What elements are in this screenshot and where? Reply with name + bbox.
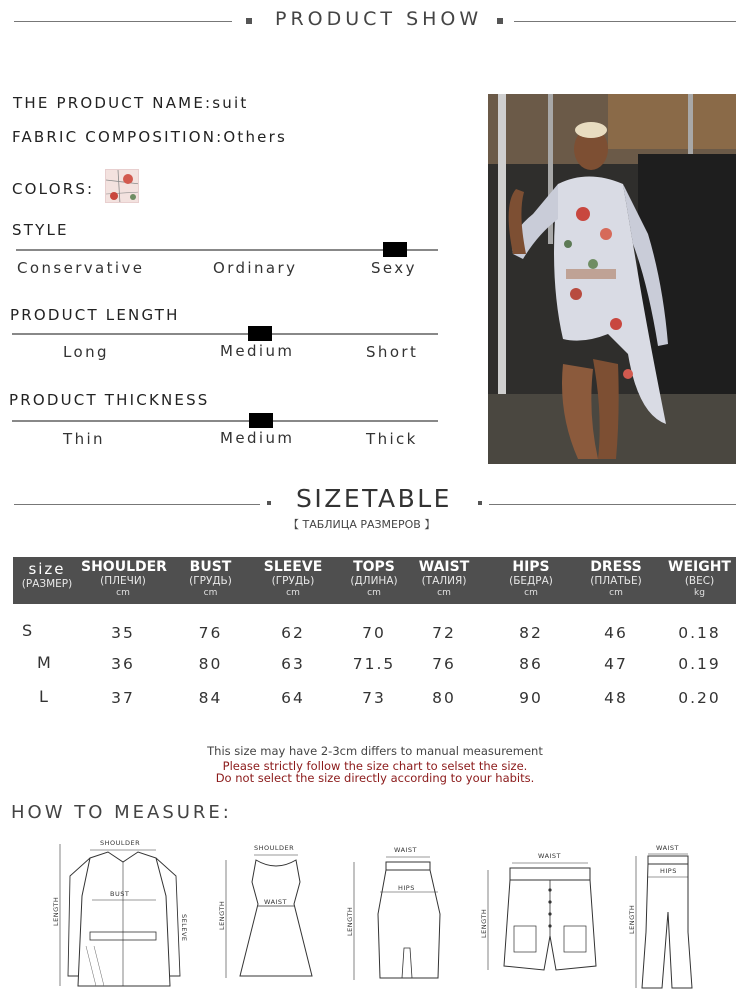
col-size: size (РАЗМЕР) (21, 560, 73, 590)
cell-dress: 47 (604, 655, 628, 673)
cell-shoulder: 35 (111, 624, 135, 642)
floral-pattern-icon (106, 170, 139, 203)
label-length: LENGTH (218, 900, 226, 930)
length-option-short: Short (366, 343, 419, 361)
color-swatch[interactable] (105, 169, 139, 203)
label-length: LENGTH (628, 904, 636, 934)
label-waist: WAIST (538, 852, 562, 860)
col-weight: WEIGHT (ВЕС) kg (668, 559, 731, 598)
sizetable-subtitle: 【 ТАБЛИЦА РАЗМЕРОВ 】 (288, 518, 436, 531)
sizetable-line-left (14, 504, 260, 505)
cell-dress: 46 (604, 624, 628, 642)
style-option-conservative: Conservative (17, 259, 145, 277)
note-habits: Do not select the size directly according to your habits. (215, 771, 535, 785)
sizetable-line-right (489, 504, 736, 505)
length-scale-line (12, 333, 438, 335)
size-table-header (13, 557, 736, 604)
col-tops: TOPS (ДЛИНА) cm (350, 559, 398, 598)
col-bust: BUST (ГРУДЬ) cm (189, 559, 232, 598)
thickness-option-medium: Medium (220, 429, 295, 447)
product-photo (488, 94, 736, 464)
cell-dress: 48 (604, 689, 628, 707)
style-scale-marker (383, 242, 407, 257)
cell-sleeve: 64 (281, 689, 305, 707)
length-option-medium: Medium (220, 342, 295, 360)
cell-sleeve: 62 (281, 624, 305, 642)
style-option-ordinary: Ordinary (213, 259, 298, 277)
label-waist: WAIST (394, 846, 418, 854)
cell-hips: 82 (519, 624, 543, 642)
product-name (13, 94, 248, 112)
label-hips: HIPS (660, 867, 677, 875)
cell-bust: 80 (198, 655, 223, 673)
fabric-composition (12, 128, 287, 146)
cell-bust: 76 (198, 624, 223, 642)
cell-tops: 70 (362, 624, 386, 642)
fabric-label: FABRIC COMPOSITION: (12, 128, 224, 146)
pants-measure-diagram (622, 842, 702, 992)
length-title: PRODUCT LENGTH (10, 306, 180, 324)
cell-bust: 84 (198, 689, 223, 707)
cell-size: L (39, 687, 50, 706)
col-hips: HIPS (БЕДРА) cm (509, 559, 553, 598)
cell-weight: 0.20 (678, 689, 721, 707)
jacket-measure-diagram (48, 836, 198, 994)
colors-label: COLORS: (12, 180, 95, 198)
header-dot-right (497, 18, 503, 24)
header-dot-left (246, 18, 252, 24)
how-to-measure-title: HOW TO MEASURE: (11, 802, 232, 823)
cell-hips: 90 (519, 689, 543, 707)
col-waist: WAIST (ТАЛИЯ) cm (418, 559, 470, 598)
length-scale-marker (248, 326, 272, 341)
label-waist: WAIST (656, 844, 680, 852)
thickness-title: PRODUCT THICKNESS (9, 391, 210, 409)
label-waist: WAIST (264, 898, 288, 906)
cell-shoulder: 37 (111, 689, 135, 707)
label-hips: HIPS (398, 884, 415, 892)
col-dress: DRESS (ПЛАТЬЕ) cm (590, 559, 642, 598)
note-follow-chart: Please strictly follow the size chart to selset the size. (222, 759, 528, 773)
cell-weight: 0.19 (678, 655, 721, 673)
style-scale-line (16, 249, 438, 251)
product-name-value: suit (212, 94, 249, 112)
cell-tops: 73 (362, 689, 386, 707)
label-bust: BUST (110, 890, 130, 898)
thickness-option-thick: Thick (366, 430, 418, 448)
thickness-scale-marker (249, 413, 273, 428)
cell-shoulder: 36 (111, 655, 135, 673)
note-measurement: This size may have 2-3cm differs to manual measurement (207, 744, 543, 758)
cell-size: M (37, 653, 53, 672)
cell-hips: 86 (519, 655, 543, 673)
label-length: LENGTH (52, 896, 60, 926)
thickness-option-thin: Thin (63, 430, 105, 448)
col-sleeve: SLEEVE (ГРУДЬ) cm (263, 559, 323, 598)
label-shoulder: SHOULDER (100, 839, 141, 847)
label-sleeve: SELEVE (180, 914, 188, 942)
header-line-right (514, 21, 736, 22)
cell-tops: 71.5 (352, 655, 396, 673)
shorts-measure-diagram (474, 846, 604, 976)
sizetable-dot-left (267, 501, 271, 505)
sizetable-title: SIZETABLE (296, 484, 452, 513)
sizetable-dot-right (478, 501, 482, 505)
style-option-sexy: Sexy (371, 259, 417, 277)
cell-size: S (22, 621, 35, 640)
cell-weight: 0.18 (678, 624, 721, 642)
cell-waist: 72 (432, 624, 456, 642)
dress-measure-diagram (216, 842, 316, 982)
fabric-value: Others (223, 128, 287, 146)
skirt-measure-diagram (342, 844, 452, 984)
style-title: STYLE (12, 221, 69, 239)
col-shoulder: SHOULDER (ПЛЕЧИ) cm (81, 559, 167, 598)
label-shoulder: SHOULDER (254, 844, 295, 852)
product-name-label: THE PRODUCT NAME: (13, 94, 213, 112)
product-show-title: PRODUCT SHOW (275, 8, 483, 30)
thickness-scale-line (12, 420, 438, 422)
cell-sleeve: 63 (281, 655, 305, 673)
cell-waist: 80 (432, 689, 456, 707)
label-length: LENGTH (480, 908, 488, 938)
model-photo-illustration (488, 94, 736, 464)
length-option-long: Long (63, 343, 109, 361)
label-length: LENGTH (346, 906, 354, 936)
header-line-left (14, 21, 232, 22)
cell-waist: 76 (432, 655, 456, 673)
